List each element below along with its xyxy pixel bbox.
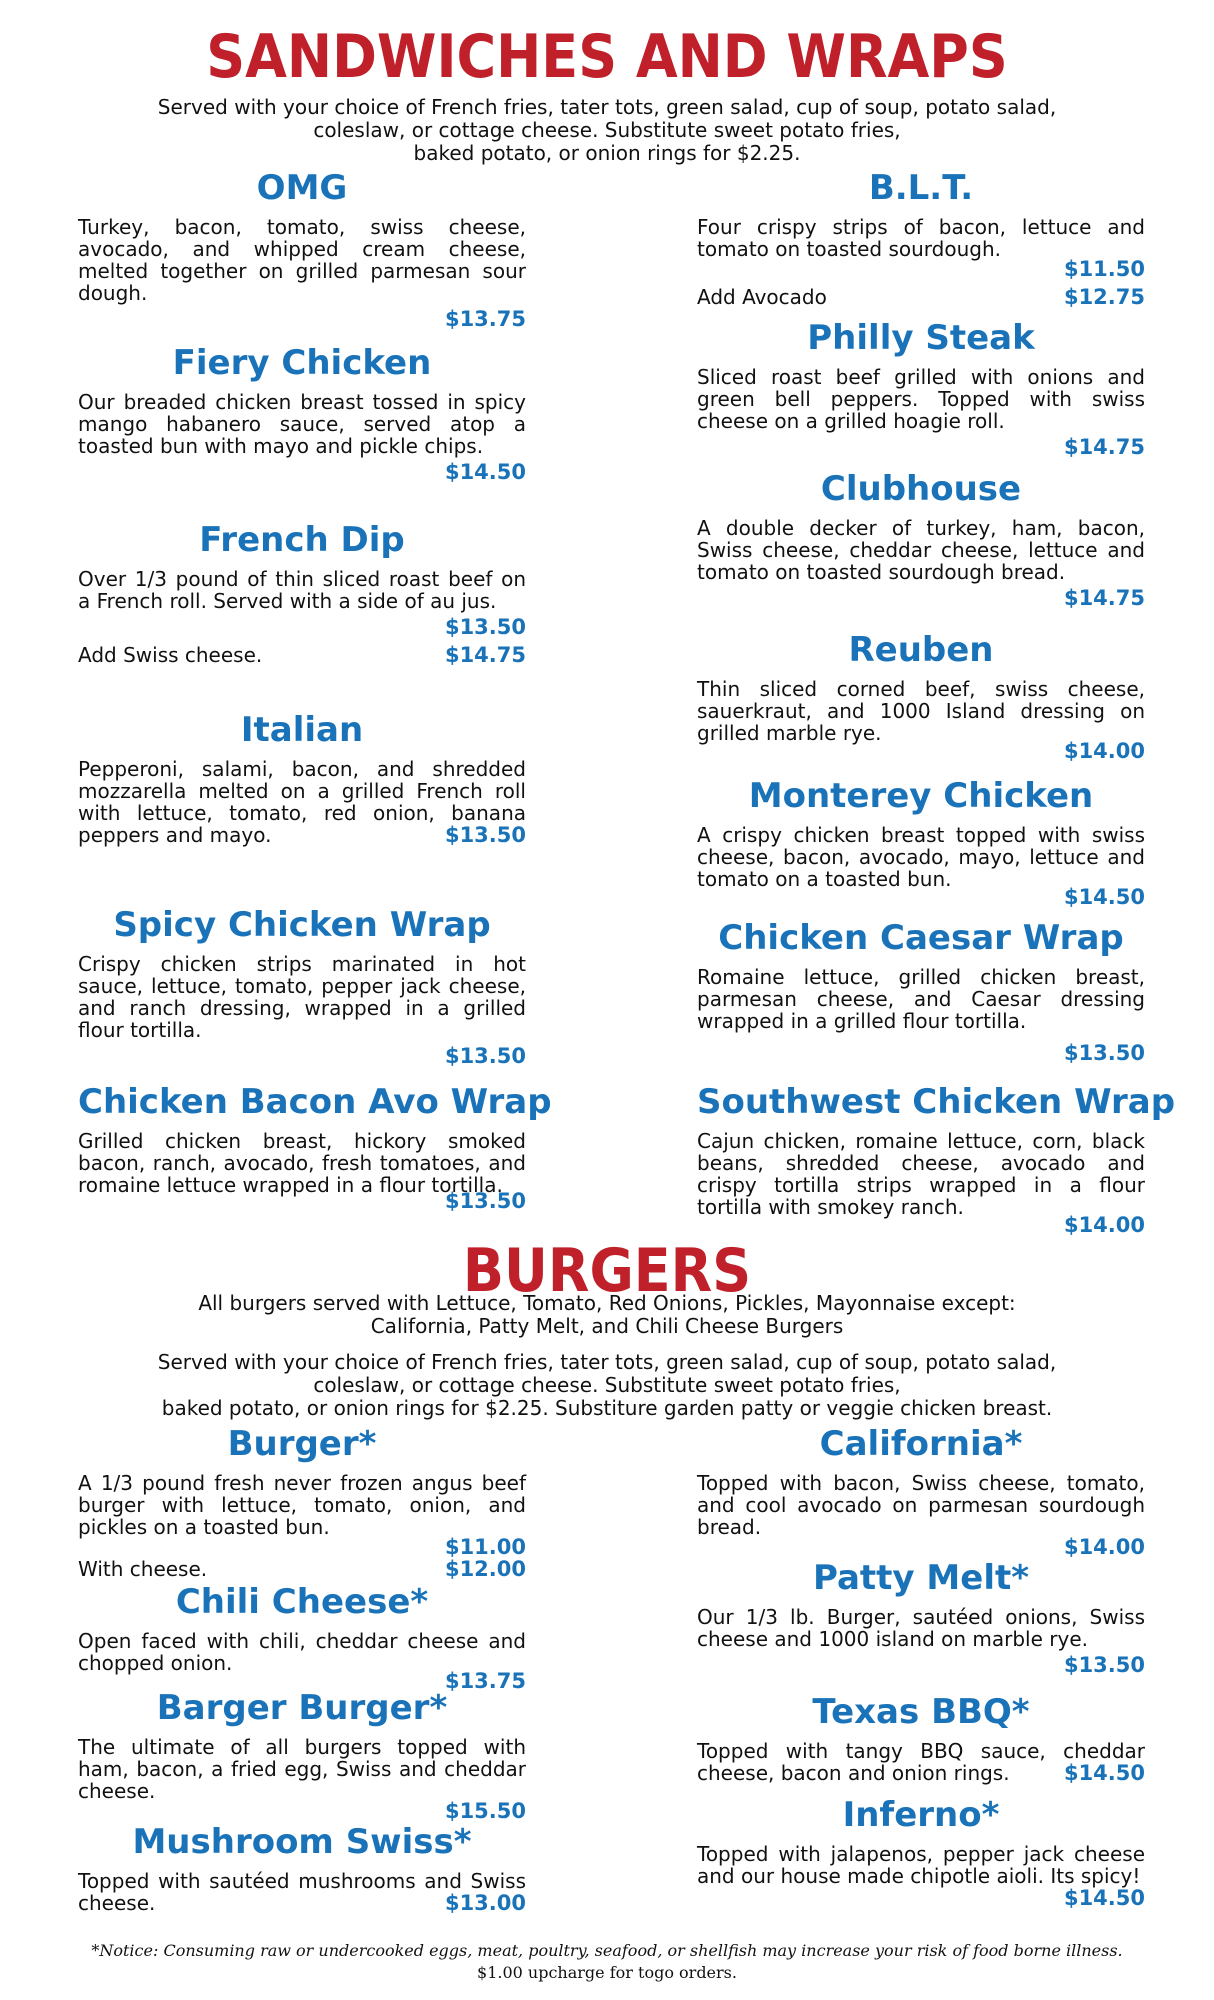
- burgers-note: [0, 1292, 1214, 1338]
- item-price: $11.50: [1063, 257, 1145, 281]
- item-description: Four crispy strips of bacon, lettuce and tomato on toasted sourdough.: [697, 215, 1145, 261]
- menu-item-french-dip: [78, 520, 526, 668]
- menu-item-mushroom-swiss: [78, 1822, 526, 1916]
- menu-item-texas-bbq: [697, 1692, 1145, 1786]
- menu-item-fiery-chicken: [78, 343, 526, 485]
- item-name: Mushroom Swiss*: [132, 1822, 472, 1862]
- item-price: $15.50: [444, 1799, 526, 1823]
- note-line: California, Patty Melt, and Chili Cheese Burgers: [370, 1314, 844, 1338]
- item-description: A 1/3 pound fresh never frozen angus beef burger with lettuce, tomato, onion, and pickles on a toasted bun.: [78, 1471, 526, 1539]
- intro-line: Served with your choice of French fries, tater tots, green salad, cup of soup, potato salad,: [157, 1350, 1057, 1374]
- item-name: Italian: [240, 710, 364, 750]
- addon-price: $12.00: [444, 1557, 526, 1581]
- item-name: Chicken Caesar Wrap: [718, 918, 1124, 958]
- item-description: Romaine lettuce, grilled chicken breast, parmesan cheese, and Caesar dressing wrapped in a grilled flour tortilla.: [697, 965, 1145, 1033]
- item-name: Clubhouse: [820, 469, 1022, 509]
- item-name: Spicy Chicken Wrap: [113, 905, 491, 945]
- item-name: California*: [819, 1424, 1023, 1464]
- item-price: $13.50: [444, 1189, 526, 1213]
- item-description: Thin sliced corned beef, swiss cheese, sauerkraut, and 1000 Island dressing on grilled marble rye.: [697, 677, 1145, 745]
- item-price: $14.75: [1063, 435, 1145, 459]
- sandwiches-intro: [0, 96, 1214, 165]
- item-description: Pepperoni, salami, bacon, and shredded mozzarella melted on a grilled French roll with lettuce, tomato, red onion, banana peppers and mayo.: [78, 757, 526, 847]
- sandwiches-title: SANDWICHES AND WRAPS: [206, 22, 1008, 92]
- item-price: $14.00: [1063, 1213, 1145, 1237]
- item-price: $14.50: [1063, 1886, 1145, 1910]
- note-line: All burgers served with Lettuce, Tomato, Red Onions, Pickles, Mayonnaise except:: [198, 1291, 1016, 1315]
- menu-item-italian: [78, 710, 526, 848]
- menu-item-barger-burger: [78, 1688, 526, 1824]
- item-price: $14.00: [1063, 1535, 1145, 1559]
- item-description: Crispy chicken strips marinated in hot sauce, lettuce, tomato, pepper jack cheese, and ranch dressing, wrapped in a grilled flour tortilla.: [78, 952, 526, 1042]
- addon-label: Add Swiss cheese.: [78, 643, 263, 667]
- item-description: The ultimate of all burgers topped with ham, bacon, a fried egg, Swiss and cheddar cheese.: [78, 1735, 526, 1803]
- item-name: French Dip: [199, 520, 405, 560]
- item-price: $13.50: [444, 823, 526, 847]
- menu-item-chili-cheese: [78, 1582, 526, 1694]
- item-name: Barger Burger*: [156, 1688, 448, 1728]
- addon-price: $14.75: [444, 643, 526, 667]
- menu-item-blt: [697, 168, 1145, 310]
- menu-item-california: [697, 1424, 1145, 1560]
- item-name: Burger*: [227, 1424, 377, 1464]
- menu-item-chicken-bacon-avo-wrap: [78, 1082, 552, 1214]
- item-name: Inferno*: [842, 1795, 1000, 1835]
- item-description: Cajun chicken, romaine lettuce, corn, black beans, shredded cheese, avocado and crispy tortilla strips wrapped in a flour tortilla with smokey ranch.: [697, 1129, 1145, 1219]
- item-description: A double decker of turkey, ham, bacon, Swiss cheese, cheddar cheese, lettuce and tomato on toasted sourdough bread.: [697, 516, 1145, 584]
- intro-line: baked potato, or onion rings for $2.25. Substiture garden patty or veggie chicken breast.: [161, 1396, 1053, 1420]
- intro-line: coleslaw, or cottage cheese. Substitute sweet potato fries,: [313, 118, 901, 142]
- togo-upcharge-note: $1.00 upcharge for togo orders.: [477, 1963, 737, 1982]
- intro-line: Served with your choice of French fries, tater tots, green salad, cup of soup, potato salad,: [157, 95, 1057, 119]
- item-price: $13.50: [1063, 1041, 1145, 1065]
- item-name: Texas BBQ*: [812, 1692, 1030, 1732]
- item-price: $14.50: [1063, 885, 1145, 909]
- item-price: $11.00: [444, 1535, 526, 1559]
- item-description: Topped with bacon, Swiss cheese, tomato, and cool avocado on parmesan sourdough bread.: [697, 1471, 1145, 1539]
- addon-label: With cheese.: [78, 1557, 208, 1581]
- menu-item-burger: [78, 1424, 526, 1582]
- item-price: $13.50: [1063, 1653, 1145, 1677]
- item-description: A crispy chicken breast topped with swiss cheese, bacon, avocado, mayo, lettuce and tomato on a toasted bun.: [697, 823, 1145, 891]
- menu-item-monterey-chicken: [697, 776, 1145, 910]
- burgers-intro: [0, 1351, 1214, 1420]
- food-safety-notice: *Notice: Consuming raw or undercooked eggs, meat, poultry, seafood, or shellfish may increase your risk of food borne illness.: [91, 1941, 1123, 1960]
- item-name: Fiery Chicken: [172, 343, 432, 383]
- item-price: $13.50: [444, 1044, 526, 1068]
- item-price: $13.75: [444, 307, 526, 331]
- item-name: Reuben: [848, 630, 994, 670]
- menu-item-omg: [78, 168, 526, 332]
- item-price: $14.00: [1063, 739, 1145, 763]
- menu-item-reuben: [697, 630, 1145, 764]
- item-name: Patty Melt*: [812, 1558, 1030, 1598]
- intro-line: coleslaw, or cottage cheese. Substitute sweet potato fries,: [313, 1373, 901, 1397]
- item-name: Philly Steak: [807, 318, 1035, 358]
- item-name: Monterey Chicken: [748, 776, 1094, 816]
- item-name: Chicken Bacon Avo Wrap: [78, 1082, 552, 1122]
- item-price: $13.75: [444, 1669, 526, 1693]
- item-name: Chili Cheese*: [175, 1582, 429, 1622]
- menu-item-spicy-chicken-wrap: [78, 905, 526, 1069]
- item-name: B.L.T.: [868, 168, 974, 208]
- menu-item-clubhouse: [697, 469, 1145, 611]
- item-name: OMG: [256, 168, 348, 208]
- intro-line: baked potato, or onion rings for $2.25.: [413, 141, 801, 165]
- menu-item-inferno: [697, 1795, 1145, 1911]
- menu-item-chicken-caesar-wrap: [697, 918, 1145, 1066]
- item-description: Our 1/3 lb. Burger, sautéed onions, Swiss cheese and 1000 island on marble rye.: [697, 1605, 1145, 1651]
- item-price: $14.50: [444, 460, 526, 484]
- footer-notice: [0, 1940, 1214, 1984]
- item-description: Topped with sautéed mushrooms and Swiss cheese.: [78, 1869, 526, 1915]
- item-description: Our breaded chicken breast tossed in spicy mango habanero sauce, served atop a toasted bun with mayo and pickle chips.: [78, 390, 526, 458]
- addon-price: $12.75: [1063, 285, 1145, 309]
- item-description: Topped with jalapenos, pepper jack cheese and our house made chipotle aioli. Its spicy!: [697, 1842, 1145, 1888]
- item-price: $14.75: [1063, 586, 1145, 610]
- item-name: Southwest Chicken Wrap: [697, 1082, 1176, 1122]
- addon-label: Add Avocado: [697, 285, 827, 309]
- item-description: Open faced with chili, cheddar cheese and chopped onion.: [78, 1629, 526, 1675]
- item-price: $13.50: [444, 615, 526, 639]
- item-price: $13.00: [444, 1891, 526, 1915]
- menu-item-southwest-chicken-wrap: [697, 1082, 1176, 1238]
- burgers-title: BURGERS: [462, 1236, 752, 1306]
- item-description: Turkey, bacon, tomato, swiss cheese, avocado, and whipped cream cheese, melted together on grilled parmesan sour dough.: [78, 215, 526, 305]
- menu-item-patty-melt: [697, 1558, 1145, 1678]
- menu-item-philly-steak: [697, 318, 1145, 460]
- item-description: Topped with tangy BBQ sauce, cheddar cheese, bacon and onion rings.: [697, 1739, 1145, 1785]
- item-price: $14.50: [1063, 1761, 1145, 1785]
- item-description: Sliced roast beef grilled with onions and green bell peppers. Topped with swiss cheese on a grilled hoagie roll.: [697, 365, 1145, 433]
- item-description: Over 1/3 pound of thin sliced roast beef on a French roll. Served with a side of au jus.: [78, 567, 526, 613]
- item-description: Grilled chicken breast, hickory smoked bacon, ranch, avocado, fresh tomatoes, and romaine lettuce wrapped in a flour tortilla.: [78, 1129, 526, 1197]
